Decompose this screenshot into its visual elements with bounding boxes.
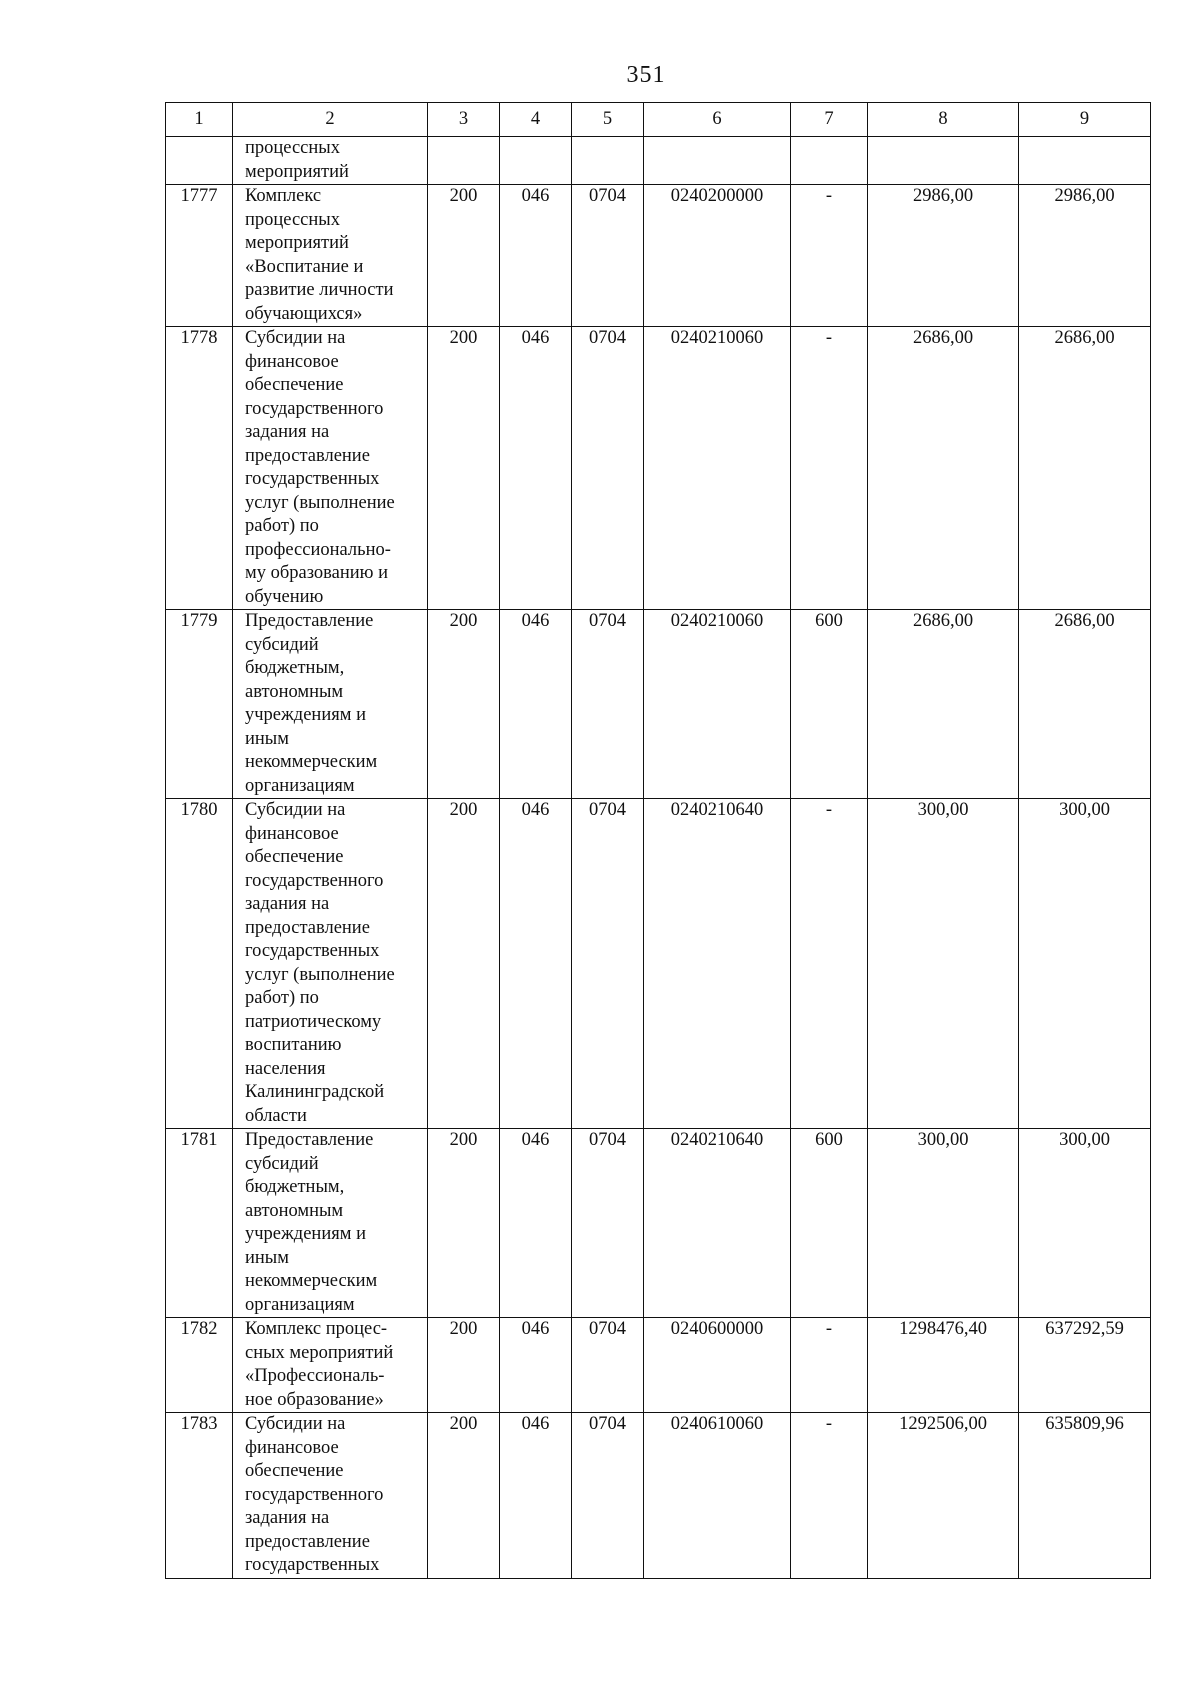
row-name-cell: Комплекс процессных мероприятий «Воспитание и развитие личности обучающихся» xyxy=(233,185,428,327)
column-header: 4 xyxy=(500,103,572,137)
amount-cell-9: 637292,59 xyxy=(1019,1318,1151,1413)
amount-cell-9: 2986,00 xyxy=(1019,185,1151,327)
amount-cell-8: 1292506,00 xyxy=(868,1413,1019,1579)
row-number-cell xyxy=(166,137,233,185)
code-cell-6: 0240200000 xyxy=(644,185,791,327)
column-header: 3 xyxy=(428,103,500,137)
code-cell-6 xyxy=(644,137,791,185)
code-cell-4: 046 xyxy=(500,1129,572,1318)
code-cell-5: 0704 xyxy=(572,1129,644,1318)
amount-cell-8: 1298476,40 xyxy=(868,1318,1019,1413)
row-name-cell: Субсидии на финансовое обеспечение государственного задания на предоставление государственных xyxy=(233,1413,428,1579)
column-header: 7 xyxy=(791,103,868,137)
table-row xyxy=(166,1129,1151,1318)
row-name-cell: Предоставление субсидий бюджетным, автономным учреждениям и иным некоммерческим организациям xyxy=(233,1129,428,1318)
page-number: 351 xyxy=(626,62,666,88)
amount-cell-8: 2686,00 xyxy=(868,610,1019,799)
amount-cell-9: 2686,00 xyxy=(1019,327,1151,610)
code-cell-4: 046 xyxy=(500,799,572,1129)
code-cell-7: - xyxy=(791,1318,868,1413)
amount-cell-9: 2686,00 xyxy=(1019,610,1151,799)
table-row xyxy=(166,799,1151,1129)
row-number-cell: 1778 xyxy=(166,327,233,610)
code-cell-3: 200 xyxy=(428,1129,500,1318)
amount-cell-8: 2686,00 xyxy=(868,327,1019,610)
code-cell-5 xyxy=(572,137,644,185)
code-cell-4 xyxy=(500,137,572,185)
row-number-cell: 1782 xyxy=(166,1318,233,1413)
row-number-cell: 1777 xyxy=(166,185,233,327)
header-row xyxy=(166,103,1151,137)
code-cell-6: 0240210640 xyxy=(644,799,791,1129)
column-header: 2 xyxy=(233,103,428,137)
code-cell-4: 046 xyxy=(500,1318,572,1413)
table-row xyxy=(166,1413,1151,1579)
code-cell-4: 046 xyxy=(500,185,572,327)
row-name-cell: Субсидии на финансовое обеспечение государственного задания на предоставление государственных услуг (выполнение работ) по профессионально- му образованию и обучению xyxy=(233,327,428,610)
table-row xyxy=(166,185,1151,327)
code-cell-3: 200 xyxy=(428,1413,500,1579)
code-cell-3: 200 xyxy=(428,799,500,1129)
row-name-cell: Предоставление субсидий бюджетным, автономным учреждениям и иным некоммерческим организациям xyxy=(233,610,428,799)
column-header: 8 xyxy=(868,103,1019,137)
code-cell-5: 0704 xyxy=(572,327,644,610)
table-row xyxy=(166,327,1151,610)
code-cell-3: 200 xyxy=(428,610,500,799)
amount-cell-9 xyxy=(1019,137,1151,185)
amount-cell-8: 2986,00 xyxy=(868,185,1019,327)
amount-cell-8: 300,00 xyxy=(868,1129,1019,1318)
code-cell-5: 0704 xyxy=(572,185,644,327)
code-cell-3: 200 xyxy=(428,1318,500,1413)
code-cell-5: 0704 xyxy=(572,799,644,1129)
amount-cell-9: 300,00 xyxy=(1019,799,1151,1129)
table-body xyxy=(166,137,1151,1579)
code-cell-7: - xyxy=(791,185,868,327)
amount-cell-9: 300,00 xyxy=(1019,1129,1151,1318)
amount-cell-8: 300,00 xyxy=(868,799,1019,1129)
row-name-cell: Комплекс процес- сных мероприятий «Профессиональ- ное образование» xyxy=(233,1318,428,1413)
code-cell-3 xyxy=(428,137,500,185)
row-name-cell: Субсидии на финансовое обеспечение государственного задания на предоставление государственных услуг (выполнение работ) по патриотическому воспитанию населения Калининградской области xyxy=(233,799,428,1129)
column-header: 9 xyxy=(1019,103,1151,137)
code-cell-4: 046 xyxy=(500,1413,572,1579)
code-cell-5: 0704 xyxy=(572,1318,644,1413)
code-cell-7: - xyxy=(791,1413,868,1579)
code-cell-4: 046 xyxy=(500,610,572,799)
code-cell-3: 200 xyxy=(428,327,500,610)
column-header: 5 xyxy=(572,103,644,137)
code-cell-7: 600 xyxy=(791,1129,868,1318)
code-cell-6: 0240210060 xyxy=(644,327,791,610)
table-row xyxy=(166,610,1151,799)
table-row xyxy=(166,137,1151,185)
row-number-cell: 1780 xyxy=(166,799,233,1129)
column-header: 1 xyxy=(166,103,233,137)
code-cell-7: - xyxy=(791,327,868,610)
amount-cell-8 xyxy=(868,137,1019,185)
code-cell-7: 600 xyxy=(791,610,868,799)
code-cell-7 xyxy=(791,137,868,185)
code-cell-3: 200 xyxy=(428,185,500,327)
amount-cell-9: 635809,96 xyxy=(1019,1413,1151,1579)
row-number-cell: 1783 xyxy=(166,1413,233,1579)
table-row xyxy=(166,1318,1151,1413)
code-cell-7: - xyxy=(791,799,868,1129)
code-cell-6: 0240610060 xyxy=(644,1413,791,1579)
code-cell-4: 046 xyxy=(500,327,572,610)
budget-table xyxy=(165,102,1151,1579)
column-header: 6 xyxy=(644,103,791,137)
code-cell-5: 0704 xyxy=(572,610,644,799)
row-number-cell: 1779 xyxy=(166,610,233,799)
row-name-cell: процессных мероприятий xyxy=(233,137,428,185)
row-number-cell: 1781 xyxy=(166,1129,233,1318)
code-cell-6: 0240600000 xyxy=(644,1318,791,1413)
code-cell-6: 0240210640 xyxy=(644,1129,791,1318)
code-cell-6: 0240210060 xyxy=(644,610,791,799)
code-cell-5: 0704 xyxy=(572,1413,644,1579)
